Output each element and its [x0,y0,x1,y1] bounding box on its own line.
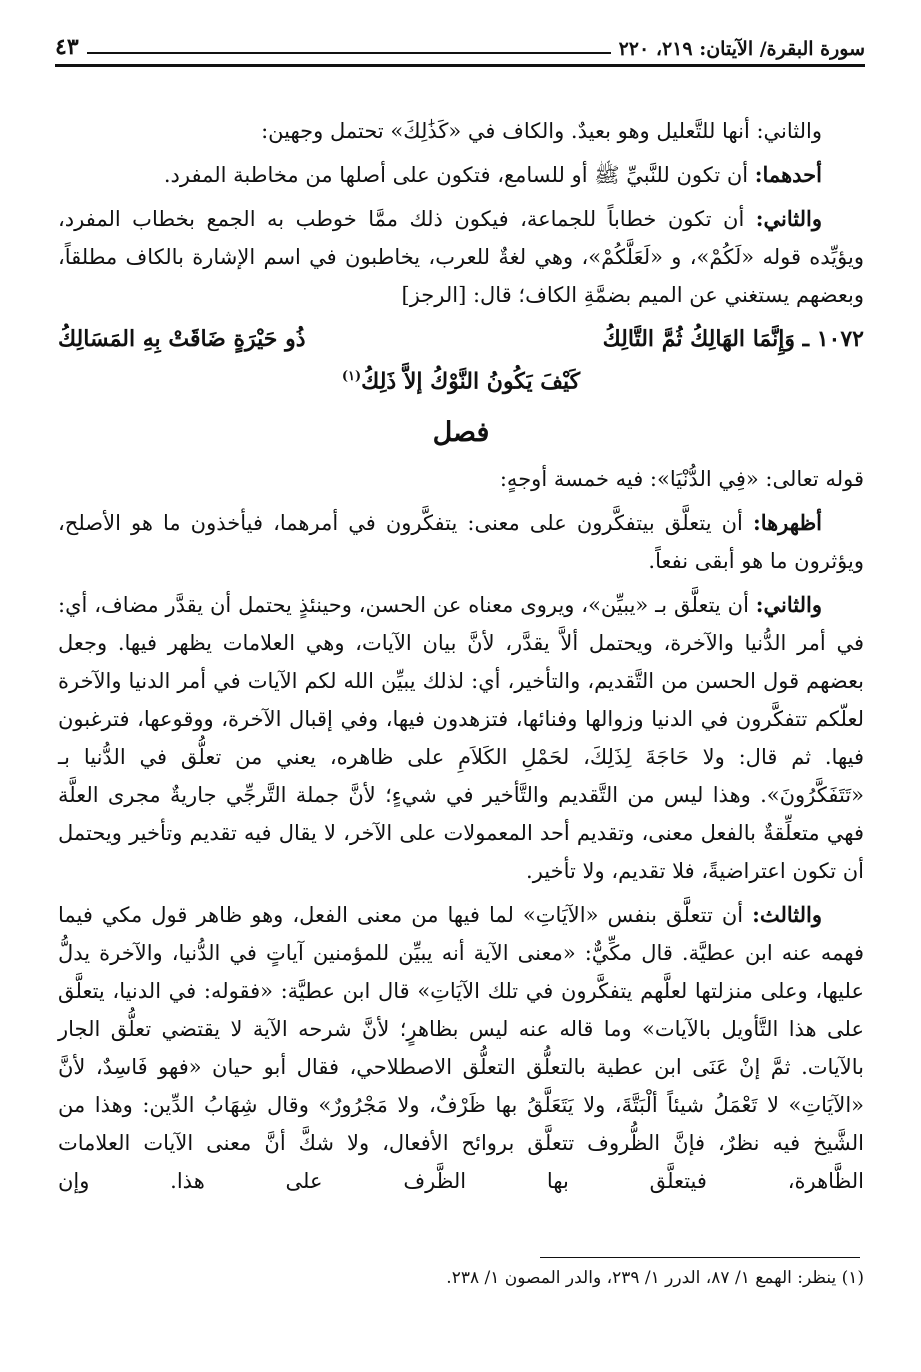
running-title: سورة البقرة/ الآيتان: ٢١٩، ٢٢٠ [618,38,865,60]
header-rule [55,64,865,67]
header-leader-line [87,52,611,54]
paragraph-label: والثاني: [755,592,822,618]
paragraph-text: أن يتعلَّق بـ «يبيِّن»، ويروى معناه عن الحسن، وحينئذٍ يحتمل أن يقدَّر مضاف، أي: في أمر الدُّنيا والآخرة، ويحتمل ألاَّ يقدَّر، لأنَّ بيان الآيات، وهي العلامات يظهر فيها. وجعل بعضهم قول الحسن من التَّقديم، والتأخير، أي: لذلك يبيِّن الله لكم الآيات في أمر الدنيا والآخرة لعلّكم تتفكَّرون في الدنيا وزوالها وفنائها، فتزهدون فيها، وفي إقبال الآخرة، ووقوعها، فترغبون فيها. ثم قال: ولا حَاجَةَ لِذَلِكَ، لحَمْلِ الكَلاَمِ على ظاهره، يعني من تعلُّق في الدُّنيا بـ «تَتَفَكَّرُونَ». وهذا ليس من التَّقديم والتَّأخير في شيءٍ؛ لأنَّ جملة التَّرجِّي جاريةٌ مجرى العلَّة فهي متعلِّقةٌ بالفعل معنى، وتقديم أحد المعمولات على الآخر، لا يقال فيه تقديم وتأخير ويحتمل أن تكون اعتراضيةً، فلا تقديم، ولا تأخير. [58,593,864,884]
paragraph [58,896,864,1200]
footnote-reference[interactable]: (١) [341,369,362,384]
page-body [58,112,864,1206]
footnote-rule [540,1257,860,1258]
verse-hemistich: ١٠٧٢ ـ وَإِنَّمَا الهَالِكُ ثُمَّ التَّالِكُ [602,326,864,352]
section-heading: فصل [432,417,490,449]
verse-hemistich: كَيْفَ يَكُونُ النَّوْكُ إلاَّ ذَلِكُ [361,368,581,395]
poem-verse [58,320,864,358]
poem-verse-line [58,358,864,400]
paragraph-label: أظهرها: [752,510,822,536]
paragraph-text: أن تكون للنَّبيِّ ﷺ أو للسامع، فتكون على أصلها من مخاطبة المفرد. [163,163,755,187]
page-number: ٤٣ [55,34,79,60]
paragraph [58,200,864,314]
paragraph: والثاني: أنها للتَّعليل وهو بعيدٌ. والكاف في «كَذَٰلِكَ» تحتمل وجهين: [261,119,822,143]
paragraph-label: والثاني: [755,206,822,231]
paragraph-label: أحدهما: [754,162,822,187]
paragraph-label: والثالث: [752,902,822,928]
running-header [55,30,865,60]
paragraph [58,586,864,890]
paragraph-text: أن تكون خطاباً للجماعة، فيكون ذلك ممَّا خوطب به الجمع بخطاب المفرد، ويؤيِّده قوله «لَكُمْ»، و «لَعَلَّكُمْ»، وهي لغةٌ للعرب، يخاطبون في اسم الإشارة بالكاف مطلقاً، وبعضهم يستغني عن الميم بضمَّةِ الكاف؛ قال: [الرجز] [58,207,864,307]
paragraph: قوله تعالى: «فِي الدُّنْيَا»: فيه خمسة أوجهٍ: [499,467,864,492]
paragraph [58,156,864,194]
verse-hemistich: ذُو حَيْرَةٍ ضَاقَتْ بِهِ المَسَالِكُ [58,326,306,352]
paragraph-text: أن يتعلَّق بيتفكَّرون على معنى: يتفكَّرون في أمرهما، فيأخذون ما هو الأصلح، ويؤثرون ما هو أبقى نفعاً. [58,511,864,574]
paragraph [58,504,864,580]
footnote: (١) ينظر: الهمع ١/ ٨٧، الدرر ١/ ٢٣٩، والدر المصون ١/ ٢٣٨. [446,1268,864,1288]
paragraph-text: أن تتعلَّق بنفس «الآيَاتِ» لما فيها من معنى الفعل، وهو ظاهر قول مكي فيما فهمه عنه ابن عطيَّة. قال مكِّيٌّ: «معنى الآية أنه يبيِّن للمؤمنين آياتٍ في الدُّنيا، والآخرة يدلُّ عليها، وعلى منزلتها لعلَّهم يتفكَّرون في تلك الآيَاتِ» قال ابن عطيَّة: «فقوله: في الدنيا، يتعلَّق على هذا التَّأويل بالآيات» وما قاله عنه ليس بظاهرٍ؛ لأنَّ شرحه الآية لا يقتضي تعلُّق الجار بالآيات. ثمَّ إنْ عَنَى ابن عطية بالتعلُّق التعلُّق الاصطلاحي، فقال أبو حيان «فهو فَاسِدٌ، لأنَّ «الآيَاتِ» لا تَعْمَلُ شيئاً ألْبَتَّةَ، ولا يَتَعَلَّقُ بها ظَرْفٌ، ولا مَجْرُورٌ» وقال شِهَابُ الدِّين: وهذا من الشَّيخ فيه نظرٌ، فإنَّ الظُّروف تتعلَّق بروائح الأفعال، ولا شكَّ أنَّ معنى الآيات العلامات الظَّاهرة، فيتعلَّق بها الظَّرف على هذا. وإن [58,903,864,1194]
